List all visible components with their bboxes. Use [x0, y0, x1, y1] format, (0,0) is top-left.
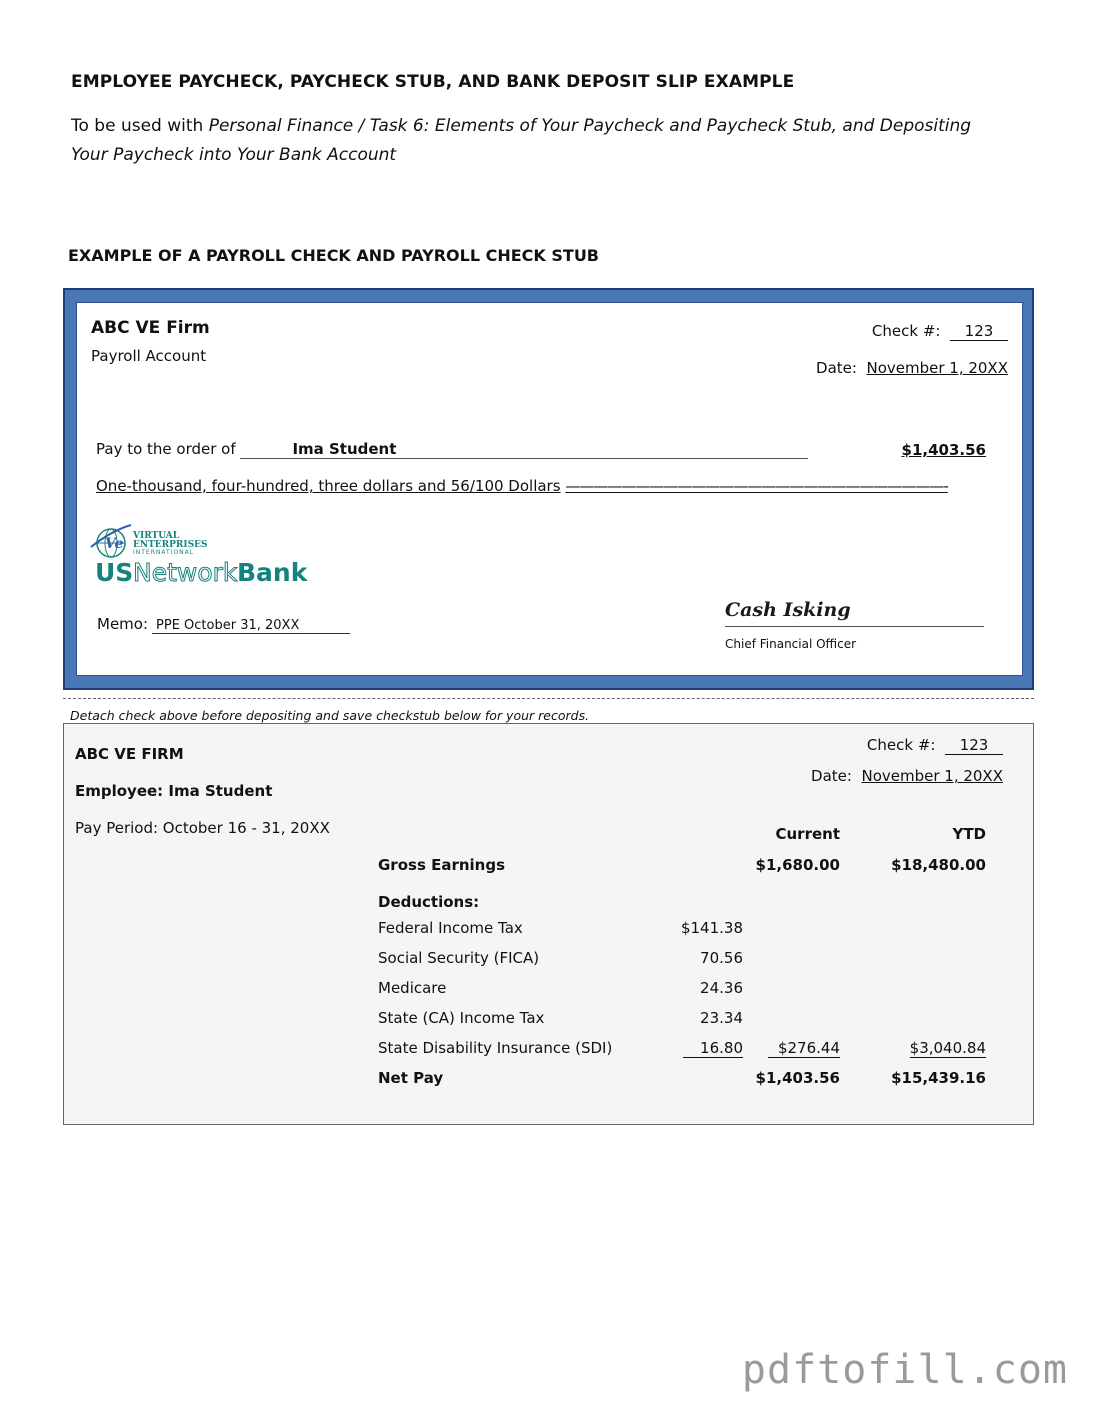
stub-employee: Employee: Ima Student — [75, 782, 273, 800]
deduction-amount — [683, 1039, 743, 1058]
check-firm-name: ABC VE Firm — [91, 318, 210, 338]
intro-text — [71, 112, 1011, 170]
stub-check-number — [867, 736, 1003, 755]
deduction-label: State Disability Insurance (SDI) — [378, 1039, 613, 1057]
check-date-value: November 1, 20XX — [866, 359, 1008, 377]
check-face — [76, 302, 1023, 676]
check-amount — [902, 441, 986, 459]
check-date — [816, 359, 1008, 377]
memo-label: Memo: — [97, 615, 149, 633]
svg-text:Ve: Ve — [105, 536, 124, 552]
stub-date-value: November 1, 20XX — [861, 767, 1003, 785]
deduction-amount: $141.38 — [680, 919, 743, 937]
check-account-name: Payroll Account — [91, 347, 207, 365]
watermark: pdftofill.com — [741, 1347, 1068, 1393]
pay-to-line — [96, 440, 808, 459]
logo-line-2: ENTERPRISES — [133, 540, 208, 550]
payee-name: Ima Student — [240, 440, 808, 459]
signature: Cash Isking — [725, 599, 851, 621]
column-header-ytd: YTD — [952, 825, 986, 843]
logo-us: US — [95, 558, 134, 587]
net-pay-current: $1,403.56 — [755, 1069, 840, 1087]
amount-in-words — [96, 477, 948, 495]
section-title: EXAMPLE OF A PAYROLL CHECK AND PAYROLL CHECK STUB — [68, 246, 599, 265]
total-deductions-ytd — [910, 1039, 986, 1058]
logo-network: Network — [133, 558, 238, 587]
stub-pay-period: Pay Period: October 16 - 31, 20XX — [75, 819, 330, 837]
deduction-label: Medicare — [378, 979, 447, 997]
payroll-check — [63, 288, 1034, 690]
deductions-label: Deductions: — [378, 893, 480, 911]
total-deductions-current-value: $276.44 — [768, 1039, 840, 1058]
stub-date-label: Date: — [811, 767, 852, 785]
memo-value: PPE October 31, 20XX — [152, 618, 350, 634]
deduction-amount: 24.36 — [700, 979, 743, 997]
amount-words-text: One-thousand, four-hundred, three dollars and 56/100 Dollars — [96, 477, 561, 495]
memo-line — [97, 615, 350, 634]
net-pay-label: Net Pay — [378, 1069, 444, 1087]
globe-icon — [91, 525, 131, 557]
check-date-label: Date: — [816, 359, 857, 377]
document-title: EMPLOYEE PAYCHECK, PAYCHECK STUB, AND BANK DEPOSIT SLIP EXAMPLE — [71, 72, 795, 92]
logo-bank: Bank — [237, 558, 308, 587]
intro-prefix: To be used with — [71, 116, 209, 136]
bank-logo — [89, 521, 309, 591]
deduction-label: Federal Income Tax — [378, 919, 523, 937]
deduction-amount: 70.56 — [700, 949, 743, 967]
net-pay-ytd: $15,439.16 — [891, 1069, 986, 1087]
total-deductions-ytd-value: $3,040.84 — [909, 1039, 986, 1057]
stub-check-value: 123 — [945, 736, 1003, 755]
stub-firm-name: ABC VE FIRM — [75, 745, 184, 763]
deduction-label: State (CA) Income Tax — [378, 1009, 545, 1027]
gross-earnings-label: Gross Earnings — [378, 856, 506, 874]
stub-check-label: Check #: — [866, 736, 936, 754]
signature-line — [725, 626, 984, 627]
amount-words-dashes: ———————————————————————————- — [565, 477, 948, 495]
signer-title: Chief Financial Officer — [725, 637, 857, 651]
deduction-amount: 23.34 — [700, 1009, 743, 1027]
total-deductions-current — [768, 1039, 840, 1058]
deduction-label: Social Security (FICA) — [378, 949, 540, 967]
pay-to-label: Pay to the order of — [96, 440, 236, 458]
check-number-label: Check #: — [871, 322, 941, 340]
check-stub — [63, 723, 1034, 1125]
check-amount-value: $1,403.56 — [901, 441, 986, 459]
column-header-current: Current — [775, 825, 840, 843]
detach-instruction: Detach check above before depositing and save checkstub below for your records. — [70, 708, 590, 723]
intro-italic: Personal Finance / Task 6: Elements of Your Paycheck and Paycheck Stub, and Depositing Your Paycheck into Your Bank Account — [71, 116, 972, 165]
logo-line-3: INTERNATIONAL — [133, 549, 195, 556]
stub-date — [811, 767, 1003, 785]
detach-divider — [63, 698, 1034, 699]
deduction-amount-value: 16.80 — [683, 1039, 743, 1058]
check-number — [872, 322, 1008, 341]
logo-line-1: VIRTUAL — [133, 531, 180, 541]
gross-earnings-ytd: $18,480.00 — [891, 856, 986, 874]
check-number-value: 123 — [950, 322, 1008, 341]
gross-earnings-current: $1,680.00 — [755, 856, 840, 874]
